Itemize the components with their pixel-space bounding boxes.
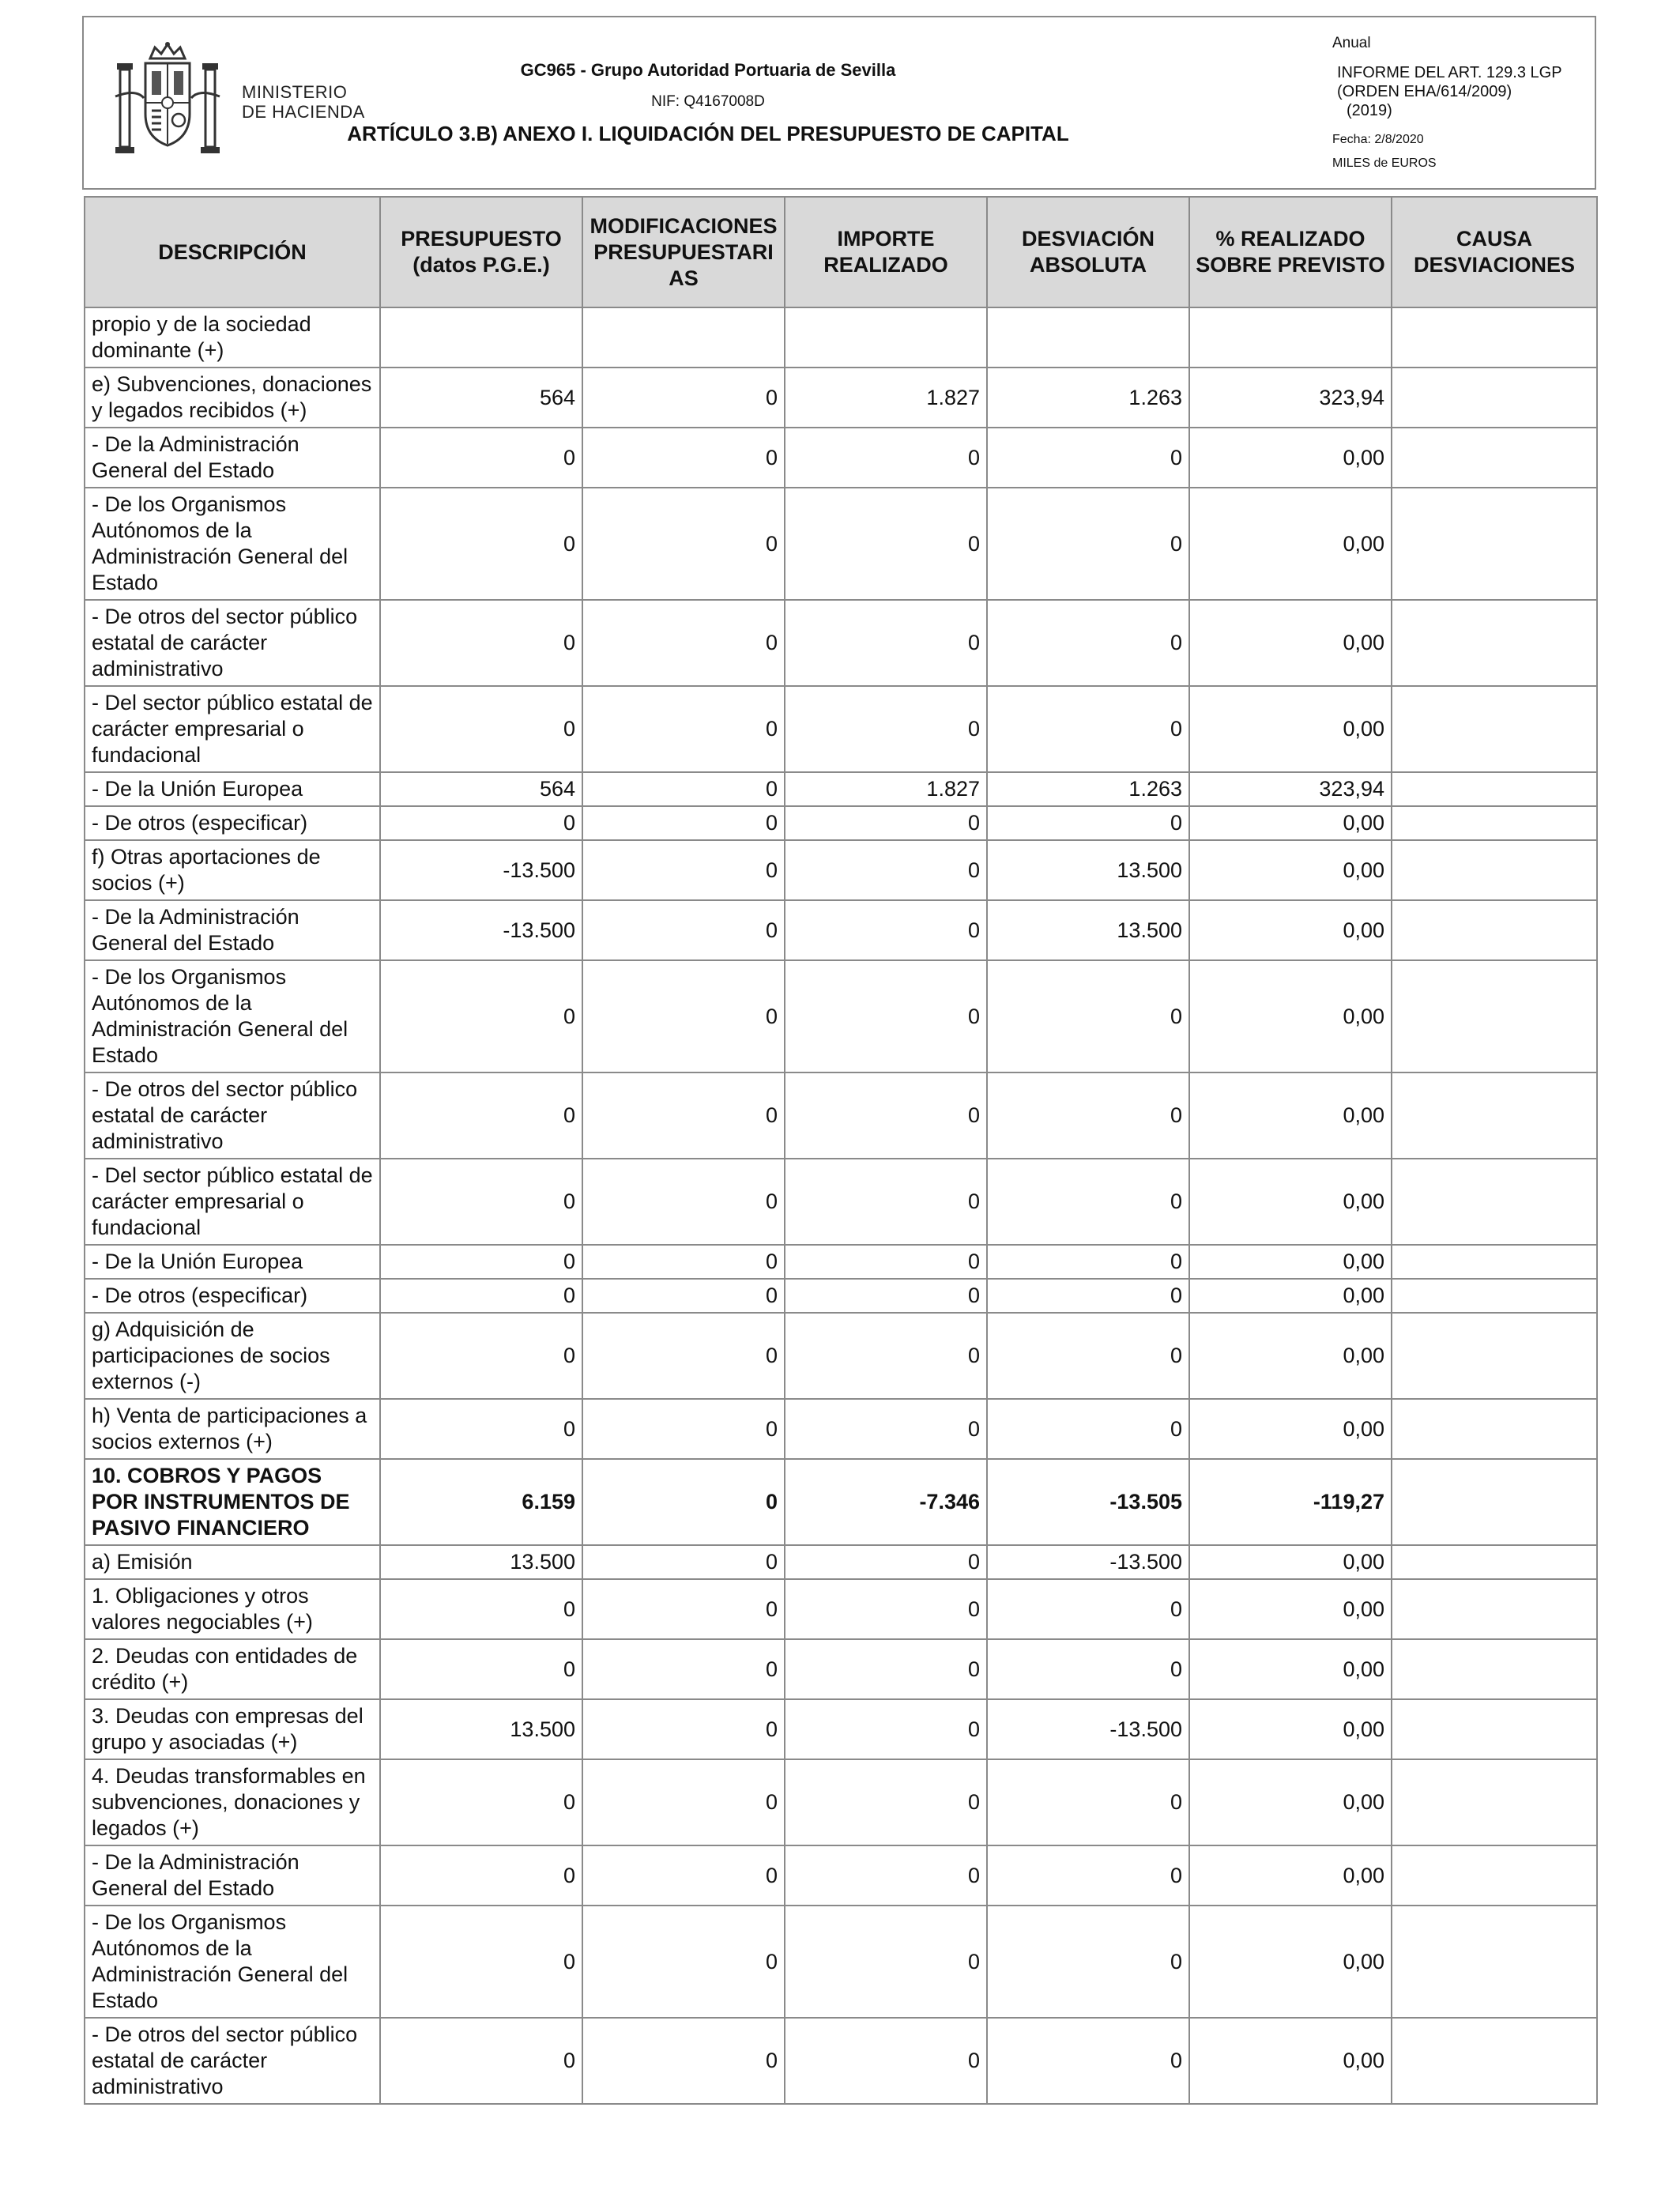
cell-descripcion: - De la Administración General del Estado [85, 428, 380, 488]
cell-modificaciones: 0 [582, 2018, 785, 2104]
cell-presupuesto: 0 [380, 488, 582, 600]
cell-porcentaje-realizado: 0,00 [1189, 1639, 1392, 1699]
cell-presupuesto: 564 [380, 368, 582, 428]
table-row [85, 1459, 1597, 1545]
table-row [85, 772, 1597, 806]
cell-descripcion: - De la Unión Europea [85, 1245, 380, 1279]
table-row [85, 1545, 1597, 1579]
cell-porcentaje-realizado: -119,27 [1189, 1459, 1392, 1545]
column-header-modificaciones: MODIFICACIONES PRESUPUESTARIAS [582, 197, 785, 307]
cell-presupuesto: 0 [380, 1159, 582, 1245]
cell-desviacion-absoluta: 13.500 [987, 840, 1189, 900]
table-row [85, 1906, 1597, 2018]
table-row [85, 1579, 1597, 1639]
cell-porcentaje-realizado: 0,00 [1189, 1245, 1392, 1279]
cell-causa-desviaciones [1392, 1279, 1597, 1313]
cell-importe-realizado: 0 [785, 1159, 987, 1245]
cell-modificaciones: 0 [582, 428, 785, 488]
cell-causa-desviaciones [1392, 307, 1597, 368]
cell-causa-desviaciones [1392, 1699, 1597, 1759]
cell-porcentaje-realizado: 0,00 [1189, 1313, 1392, 1399]
cell-importe-realizado: 0 [785, 2018, 987, 2104]
cell-importe-realizado: 0 [785, 1639, 987, 1699]
cell-causa-desviaciones [1392, 960, 1597, 1072]
cell-presupuesto: 0 [380, 806, 582, 840]
cell-causa-desviaciones [1392, 840, 1597, 900]
cell-causa-desviaciones [1392, 1545, 1597, 1579]
table-row [85, 1245, 1597, 1279]
cell-porcentaje-realizado: 0,00 [1189, 1399, 1392, 1459]
cell-porcentaje-realizado: 323,94 [1189, 368, 1392, 428]
table-row [85, 686, 1597, 772]
cell-importe-realizado: 0 [785, 1313, 987, 1399]
cell-descripcion: - De otros (especificar) [85, 806, 380, 840]
cell-modificaciones: 0 [582, 1545, 785, 1579]
cell-importe-realizado: 0 [785, 1845, 987, 1906]
cell-desviacion-absoluta: 0 [987, 1159, 1189, 1245]
table-row [85, 600, 1597, 686]
cell-presupuesto: 6.159 [380, 1459, 582, 1545]
table-row [85, 428, 1597, 488]
table-row [85, 1399, 1597, 1459]
cell-porcentaje-realizado: 0,00 [1189, 900, 1392, 960]
header-row [85, 197, 1597, 307]
cell-descripcion: - De otros del sector público estatal de carácter administrativo [85, 2018, 380, 2104]
cell-desviacion-absoluta: 13.500 [987, 900, 1189, 960]
table-row [85, 1639, 1597, 1699]
cell-desviacion-absoluta: 0 [987, 1579, 1189, 1639]
cell-causa-desviaciones [1392, 1159, 1597, 1245]
column-header-descripcion: DESCRIPCIÓN [85, 197, 380, 307]
cell-desviacion-absoluta: 0 [987, 960, 1189, 1072]
cell-modificaciones: 0 [582, 1639, 785, 1699]
cell-presupuesto: 13.500 [380, 1545, 582, 1579]
cell-presupuesto: 0 [380, 1279, 582, 1313]
table-row [85, 1845, 1597, 1906]
cell-modificaciones: 0 [582, 960, 785, 1072]
cell-desviacion-absoluta: -13.505 [987, 1459, 1189, 1545]
table-header [85, 197, 1597, 307]
cell-causa-desviaciones [1392, 1845, 1597, 1906]
cell-causa-desviaciones [1392, 1072, 1597, 1159]
cell-descripcion: 4. Deudas transformables en subvenciones, donaciones y legados (+) [85, 1759, 380, 1845]
cell-modificaciones: 0 [582, 1245, 785, 1279]
cell-causa-desviaciones [1392, 806, 1597, 840]
cell-importe-realizado [785, 307, 987, 368]
column-header-causa-desviaciones: CAUSA DESVIACIONES [1392, 197, 1597, 307]
cell-desviacion-absoluta: -13.500 [987, 1545, 1189, 1579]
cell-modificaciones: 0 [582, 1845, 785, 1906]
cell-desviacion-absoluta: 0 [987, 1399, 1189, 1459]
cell-descripcion: 1. Obligaciones y otros valores negociables (+) [85, 1579, 380, 1639]
cell-causa-desviaciones [1392, 1579, 1597, 1639]
cell-porcentaje-realizado: 0,00 [1189, 1699, 1392, 1759]
cell-modificaciones: 0 [582, 1906, 785, 2018]
cell-importe-realizado: -7.346 [785, 1459, 987, 1545]
cell-descripcion: - De los Organismos Autónomos de la Administración General del Estado [85, 488, 380, 600]
cell-presupuesto: 0 [380, 1245, 582, 1279]
table-row [85, 900, 1597, 960]
cell-importe-realizado: 0 [785, 806, 987, 840]
cell-presupuesto: -13.500 [380, 900, 582, 960]
table-row [85, 368, 1597, 428]
cell-porcentaje-realizado: 0,00 [1189, 1906, 1392, 2018]
cell-causa-desviaciones [1392, 600, 1597, 686]
cell-importe-realizado: 0 [785, 1759, 987, 1845]
table-row [85, 1313, 1597, 1399]
cell-porcentaje-realizado: 0,00 [1189, 2018, 1392, 2104]
cell-presupuesto: 0 [380, 1399, 582, 1459]
cell-desviacion-absoluta [987, 307, 1189, 368]
cell-presupuesto: 0 [380, 600, 582, 686]
cell-desviacion-absoluta: 0 [987, 488, 1189, 600]
cell-porcentaje-realizado [1189, 307, 1392, 368]
cell-causa-desviaciones [1392, 772, 1597, 806]
cell-descripcion: e) Subvenciones, donaciones y legados recibidos (+) [85, 368, 380, 428]
cell-modificaciones: 0 [582, 806, 785, 840]
cell-desviacion-absoluta: 1.263 [987, 368, 1189, 428]
cell-presupuesto: 0 [380, 428, 582, 488]
cell-descripcion: h) Venta de participaciones a socios externos (+) [85, 1399, 380, 1459]
organization-title: GC965 - Grupo Autoridad Portuaria de Sevilla [520, 60, 896, 80]
cell-importe-realizado: 0 [785, 686, 987, 772]
cell-causa-desviaciones [1392, 1399, 1597, 1459]
cell-importe-realizado: 0 [785, 488, 987, 600]
cell-porcentaje-realizado: 0,00 [1189, 488, 1392, 600]
cell-modificaciones: 0 [582, 840, 785, 900]
cell-presupuesto: -13.500 [380, 840, 582, 900]
cell-porcentaje-realizado: 0,00 [1189, 1072, 1392, 1159]
cell-presupuesto: 13.500 [380, 1699, 582, 1759]
cell-descripcion: - De los Organismos Autónomos de la Administración General del Estado [85, 960, 380, 1072]
cell-importe-realizado: 0 [785, 1579, 987, 1639]
cell-importe-realizado: 0 [785, 1245, 987, 1279]
cell-descripcion: 3. Deudas con empresas del grupo y asociadas (+) [85, 1699, 380, 1759]
column-header-desviacion-absoluta: DESVIACIÓN ABSOLUTA [987, 197, 1189, 307]
cell-causa-desviaciones [1392, 1459, 1597, 1545]
cell-desviacion-absoluta: 0 [987, 1639, 1189, 1699]
cell-desviacion-absoluta: 0 [987, 1313, 1189, 1399]
cell-modificaciones: 0 [582, 1579, 785, 1639]
cell-presupuesto: 0 [380, 1639, 582, 1699]
cell-presupuesto: 0 [380, 1845, 582, 1906]
cell-presupuesto: 0 [380, 686, 582, 772]
cell-porcentaje-realizado: 0,00 [1189, 960, 1392, 1072]
report-reference-line-2: (ORDEN EHA/614/2009) [1337, 83, 1512, 100]
report-title: ARTÍCULO 3.B) ANEXO I. LIQUIDACIÓN DEL PRESUPUESTO DE CAPITAL [347, 122, 1069, 145]
cell-presupuesto: 0 [380, 1579, 582, 1639]
cell-porcentaje-realizado: 0,00 [1189, 686, 1392, 772]
table-row [85, 1699, 1597, 1759]
cell-desviacion-absoluta: 0 [987, 1759, 1189, 1845]
cell-desviacion-absoluta: 0 [987, 428, 1189, 488]
cell-modificaciones: 0 [582, 772, 785, 806]
cell-modificaciones: 0 [582, 1459, 785, 1545]
cell-descripcion: 2. Deudas con entidades de crédito (+) [85, 1639, 380, 1699]
cell-modificaciones: 0 [582, 1759, 785, 1845]
cell-descripcion: - De otros (especificar) [85, 1279, 380, 1313]
cell-descripcion: g) Adquisición de participaciones de socios externos (-) [85, 1313, 380, 1399]
cell-porcentaje-realizado: 0,00 [1189, 1159, 1392, 1245]
cell-modificaciones: 0 [582, 1399, 785, 1459]
cell-causa-desviaciones [1392, 1759, 1597, 1845]
table-row [85, 1159, 1597, 1245]
cell-causa-desviaciones [1392, 1639, 1597, 1699]
report-reference-line-3: (2019) [1347, 102, 1392, 119]
cell-descripcion: - De la Unión Europea [85, 772, 380, 806]
cell-causa-desviaciones [1392, 428, 1597, 488]
table-row [85, 307, 1597, 368]
cell-importe-realizado: 0 [785, 600, 987, 686]
cell-presupuesto: 0 [380, 960, 582, 1072]
cell-presupuesto: 0 [380, 1759, 582, 1845]
cell-desviacion-absoluta: 0 [987, 1072, 1189, 1159]
cell-descripcion: - Del sector público estatal de carácter empresarial o fundacional [85, 1159, 380, 1245]
table-row [85, 960, 1597, 1072]
cell-modificaciones: 0 [582, 1313, 785, 1399]
cell-desviacion-absoluta: 0 [987, 1845, 1189, 1906]
cell-porcentaje-realizado: 0,00 [1189, 1579, 1392, 1639]
cell-porcentaje-realizado: 0,00 [1189, 600, 1392, 686]
table-row [85, 806, 1597, 840]
budget-table [84, 196, 1598, 2105]
cell-porcentaje-realizado: 0,00 [1189, 1545, 1392, 1579]
cell-importe-realizado: 0 [785, 960, 987, 1072]
cell-presupuesto: 0 [380, 1313, 582, 1399]
cell-descripcion: - Del sector público estatal de carácter empresarial o fundacional [85, 686, 380, 772]
cell-importe-realizado: 0 [785, 1399, 987, 1459]
cell-porcentaje-realizado: 0,00 [1189, 1759, 1392, 1845]
cell-desviacion-absoluta: 0 [987, 1906, 1189, 2018]
cell-presupuesto: 0 [380, 2018, 582, 2104]
cell-desviacion-absoluta: 0 [987, 686, 1189, 772]
cell-modificaciones: 0 [582, 488, 785, 600]
cell-causa-desviaciones [1392, 1906, 1597, 2018]
cell-causa-desviaciones [1392, 686, 1597, 772]
nif-label: NIF: Q4167008D [651, 93, 765, 110]
cell-porcentaje-realizado: 0,00 [1189, 1279, 1392, 1313]
cell-causa-desviaciones [1392, 368, 1597, 428]
cell-causa-desviaciones [1392, 488, 1597, 600]
cell-importe-realizado: 0 [785, 1072, 987, 1159]
report-date: Fecha: 2/8/2020 [1332, 133, 1424, 146]
cell-desviacion-absoluta: 0 [987, 806, 1189, 840]
table-row [85, 840, 1597, 900]
cell-importe-realizado: 1.827 [785, 772, 987, 806]
cell-desviacion-absoluta: 0 [987, 600, 1189, 686]
cell-porcentaje-realizado: 0,00 [1189, 428, 1392, 488]
cell-desviacion-absoluta: 0 [987, 1245, 1189, 1279]
cell-modificaciones: 0 [582, 1159, 785, 1245]
cell-desviacion-absoluta: 0 [987, 2018, 1189, 2104]
cell-porcentaje-realizado: 0,00 [1189, 806, 1392, 840]
cell-importe-realizado: 1.827 [785, 368, 987, 428]
period-label: Anual [1332, 35, 1371, 51]
cell-presupuesto: 564 [380, 772, 582, 806]
cell-causa-desviaciones [1392, 900, 1597, 960]
cell-modificaciones: 0 [582, 1072, 785, 1159]
cell-presupuesto: 0 [380, 1072, 582, 1159]
cell-causa-desviaciones [1392, 1245, 1597, 1279]
table-row [85, 1072, 1597, 1159]
cell-porcentaje-realizado: 0,00 [1189, 1845, 1392, 1906]
table-row [85, 1759, 1597, 1845]
ministry-line-2: DE HACIENDA [242, 102, 365, 122]
cell-importe-realizado: 0 [785, 1545, 987, 1579]
cell-descripcion: f) Otras aportaciones de socios (+) [85, 840, 380, 900]
cell-descripcion: - De otros del sector público estatal de carácter administrativo [85, 1072, 380, 1159]
cell-presupuesto [380, 307, 582, 368]
cell-desviacion-absoluta: 0 [987, 1279, 1189, 1313]
cell-modificaciones: 0 [582, 1279, 785, 1313]
column-header-presupuesto: PRESUPUESTO (datos P.G.E.) [380, 197, 582, 307]
cell-desviacion-absoluta: -13.500 [987, 1699, 1189, 1759]
cell-descripcion: 10. COBROS Y PAGOS POR INSTRUMENTOS DE PASIVO FINANCIERO [85, 1459, 380, 1545]
ministry-line-1: MINISTERIO [242, 82, 348, 102]
cell-importe-realizado: 0 [785, 1906, 987, 2018]
cell-modificaciones: 0 [582, 1699, 785, 1759]
cell-modificaciones [582, 307, 785, 368]
table-row [85, 1279, 1597, 1313]
table-body [85, 307, 1597, 2104]
cell-importe-realizado: 0 [785, 1279, 987, 1313]
cell-descripcion: - De la Administración General del Estado [85, 900, 380, 960]
table-row [85, 2018, 1597, 2104]
currency-unit: MILES de EUROS [1332, 156, 1437, 170]
cell-porcentaje-realizado: 0,00 [1189, 840, 1392, 900]
cell-desviacion-absoluta: 1.263 [987, 772, 1189, 806]
cell-importe-realizado: 0 [785, 428, 987, 488]
cell-porcentaje-realizado: 323,94 [1189, 772, 1392, 806]
cell-causa-desviaciones [1392, 2018, 1597, 2104]
cell-importe-realizado: 0 [785, 1699, 987, 1759]
cell-presupuesto: 0 [380, 1906, 582, 2018]
report-reference-line-1: INFORME DEL ART. 129.3 LGP [1337, 64, 1562, 81]
report-reference [1337, 63, 1590, 120]
cell-importe-realizado: 0 [785, 840, 987, 900]
cell-importe-realizado: 0 [785, 900, 987, 960]
column-header-porcentaje-realizado: % REALIZADO SOBRE PREVISTO [1189, 197, 1392, 307]
report-header [82, 16, 1596, 190]
cell-descripcion: propio y de la sociedad dominante (+) [85, 307, 380, 368]
cell-descripcion: a) Emisión [85, 1545, 380, 1579]
table-row [85, 488, 1597, 600]
cell-modificaciones: 0 [582, 686, 785, 772]
cell-modificaciones: 0 [582, 900, 785, 960]
cell-descripcion: - De otros del sector público estatal de carácter administrativo [85, 600, 380, 686]
column-header-importe-realizado: IMPORTE REALIZADO [785, 197, 987, 307]
cell-causa-desviaciones [1392, 1313, 1597, 1399]
cell-descripcion: - De los Organismos Autónomos de la Administración General del Estado [85, 1906, 380, 2018]
cell-modificaciones: 0 [582, 368, 785, 428]
cell-descripcion: - De la Administración General del Estado [85, 1845, 380, 1906]
cell-modificaciones: 0 [582, 600, 785, 686]
